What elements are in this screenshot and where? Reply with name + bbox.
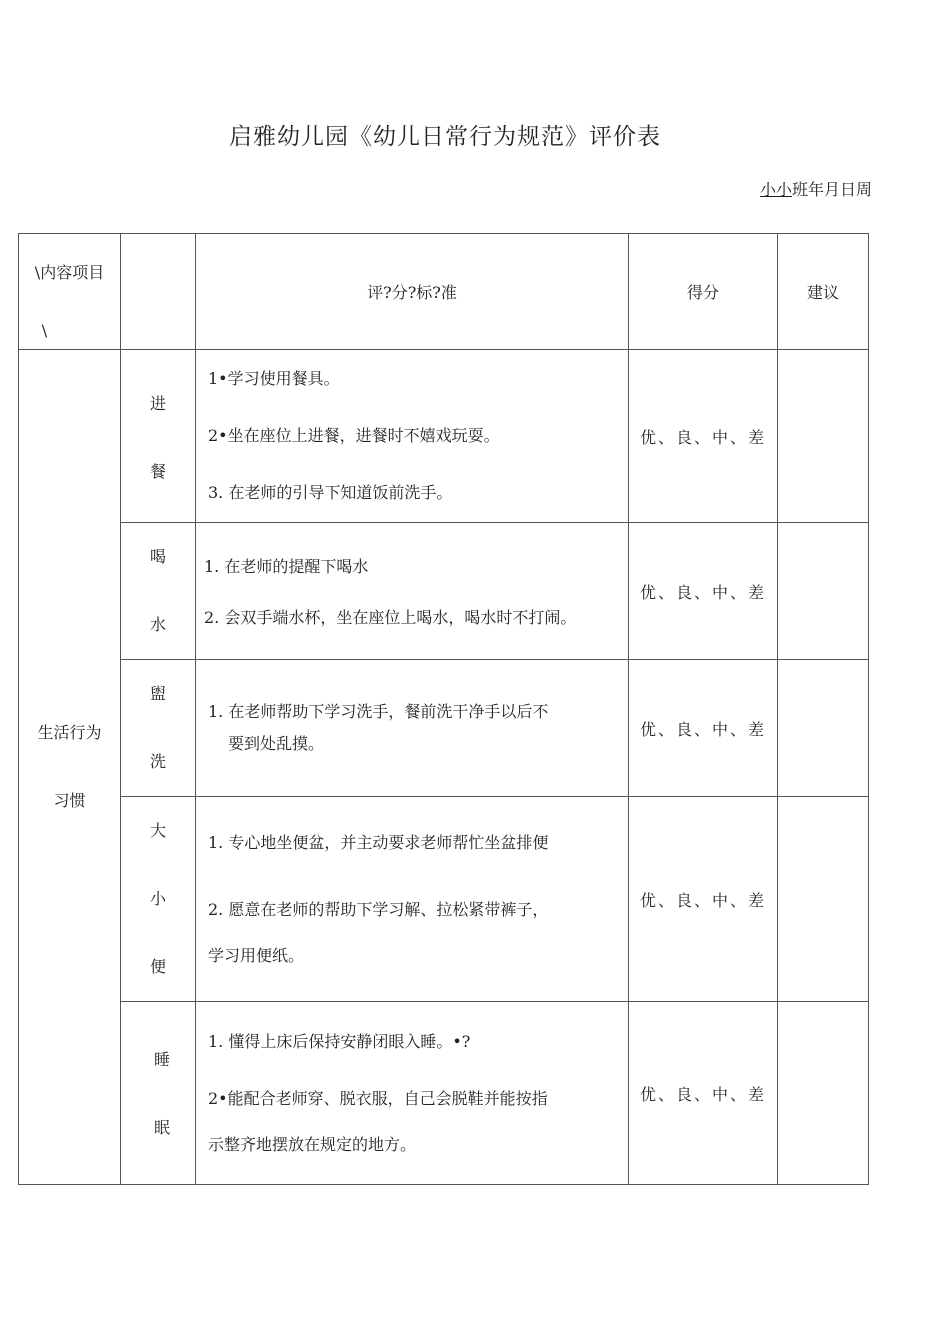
table-row: [19, 523, 869, 660]
sub-item-drinking: 喝 水: [121, 523, 196, 660]
suggestion-eating[interactable]: [778, 350, 869, 523]
evaluation-table: [18, 233, 869, 1185]
header-criteria: 评?分?标?准: [196, 234, 629, 350]
sub-item-washing: 盥 洗: [121, 660, 196, 797]
class-date-line: [760, 177, 872, 200]
sub-item-sleeping: 睡 眠: [121, 1002, 196, 1185]
class-name: 小小: [759, 180, 792, 199]
suggestion-washing[interactable]: [778, 660, 869, 797]
table-row: [19, 350, 869, 523]
header-content-item: [19, 234, 121, 350]
suggestion-drinking[interactable]: [778, 523, 869, 660]
criteria-washing: 1. 在老师帮助下学习洗手，餐前洗干净手以后不 要到处乱摸。: [196, 660, 629, 797]
criteria-drinking: 1. 在老师的提醒下喝水 2. 会双手端水杯，坐在座位上喝水，喝水时不打闹。: [196, 523, 629, 660]
header-row: [19, 234, 869, 350]
score-sleeping: 优、良、中、差: [629, 1002, 778, 1185]
suggestion-toileting[interactable]: [778, 797, 869, 1002]
criteria-eating: 1•学习使用餐具。 2•坐在座位上进餐，进餐时不嬉戏玩耍。 3. 在老师的引导下知道饭前洗手。: [196, 350, 629, 523]
criteria-sleeping: 1. 懂得上床后保持安静闭眼入睡。•? 2•能配合老师穿、脱衣服，自己会脱鞋并能按指 示整齐地摆放在规定的地方。: [196, 1002, 629, 1185]
header-item-line1: \内容项目: [34, 263, 105, 282]
header-item-line2: \: [41, 321, 48, 340]
score-drinking: 优、良、中、差: [629, 523, 778, 660]
criteria-toileting: 1. 专心地坐便盆，并主动要求老师帮忙坐盆排便 2. 愿意在老师的帮助下学习解、拉松紧带裤子， 学习用便纸。: [196, 797, 629, 1002]
table-row: [19, 1002, 869, 1185]
score-washing: 优、良、中、差: [629, 660, 778, 797]
header-blank: [121, 234, 196, 350]
category-cell: [19, 350, 121, 1185]
page-title: 启雅幼儿园《幼儿日常行为规范》评价表: [229, 124, 661, 150]
suggestion-sleeping[interactable]: [778, 1002, 869, 1185]
score-eating: 优、良、中、差: [629, 350, 778, 523]
table-row: [19, 660, 869, 797]
sub-item-eating: 进 餐: [121, 350, 196, 523]
category-line1: 生活行为: [37, 723, 102, 742]
header-suggestion: 建议: [778, 234, 869, 350]
table-row: [19, 797, 869, 1002]
date-week-label: 班年月日周: [791, 180, 872, 199]
category-line2: 习惯: [53, 791, 86, 810]
score-toileting: 优、良、中、差: [629, 797, 778, 1002]
sub-item-toileting: 大 小 便: [121, 797, 196, 1002]
header-score: 得分: [629, 234, 778, 350]
